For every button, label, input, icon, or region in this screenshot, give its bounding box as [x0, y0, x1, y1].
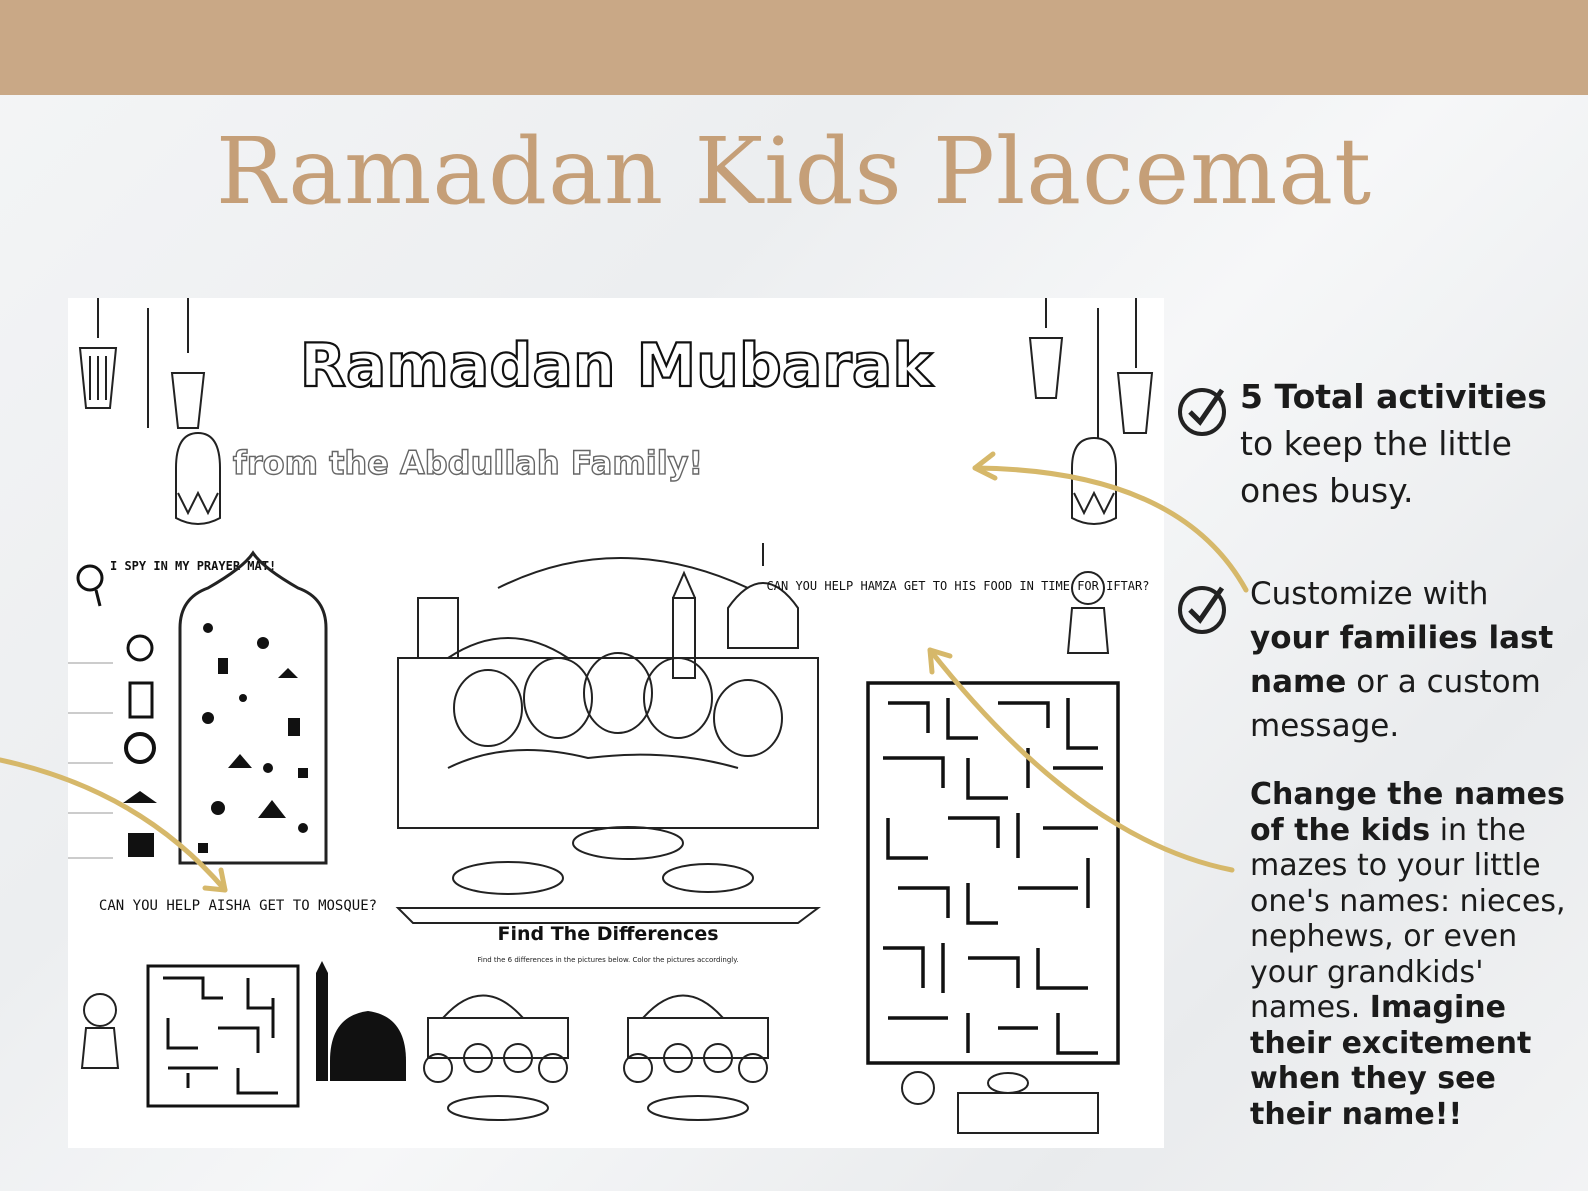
i-spy-title: I SPY IN MY PRAYER MAT! — [110, 559, 277, 573]
placemat-header-title: Ramadan Mubarak — [299, 331, 933, 401]
page-title: Ramadan Kids Placemat — [215, 118, 1373, 225]
feature-customize-bold: your families last name — [1250, 620, 1554, 700]
feature-names-text: in the mazes to your little one's names: nieces, nephews, or even your grandkids' names. — [1250, 812, 1566, 1025]
arrow-to-header — [975, 468, 1246, 590]
differences-title: Find The Differences — [497, 923, 719, 945]
feature-activities-bold: 5 Total activities — [1240, 377, 1547, 416]
maze1-prompt: CAN YOU HELP AISHA GET TO MOSQUE? — [98, 898, 378, 914]
feature-customize-text: or a custom message. — [1250, 664, 1541, 744]
feature-activities-text: to keep the little ones busy. — [1240, 424, 1512, 510]
feature-customize-start: Customize with — [1250, 576, 1489, 612]
feature-names-bold: Change the names of the kids — [1250, 777, 1565, 848]
feature-names-bold-end: Imagine their excitement when they see their name!! — [1250, 990, 1532, 1132]
maze2-prompt: CAN YOU HELP HAMZA GET TO HIS FOOD IN TIME FOR IFTAR? — [766, 579, 1150, 593]
placemat-header-subtitle: from the Abdullah Family! — [232, 444, 704, 482]
arrow-to-left-maze — [0, 760, 225, 890]
arrow-to-maze — [930, 650, 1232, 870]
differences-instructions: Find the 6 differences in the pictures below. Color the pictures accordingly. — [477, 956, 739, 964]
